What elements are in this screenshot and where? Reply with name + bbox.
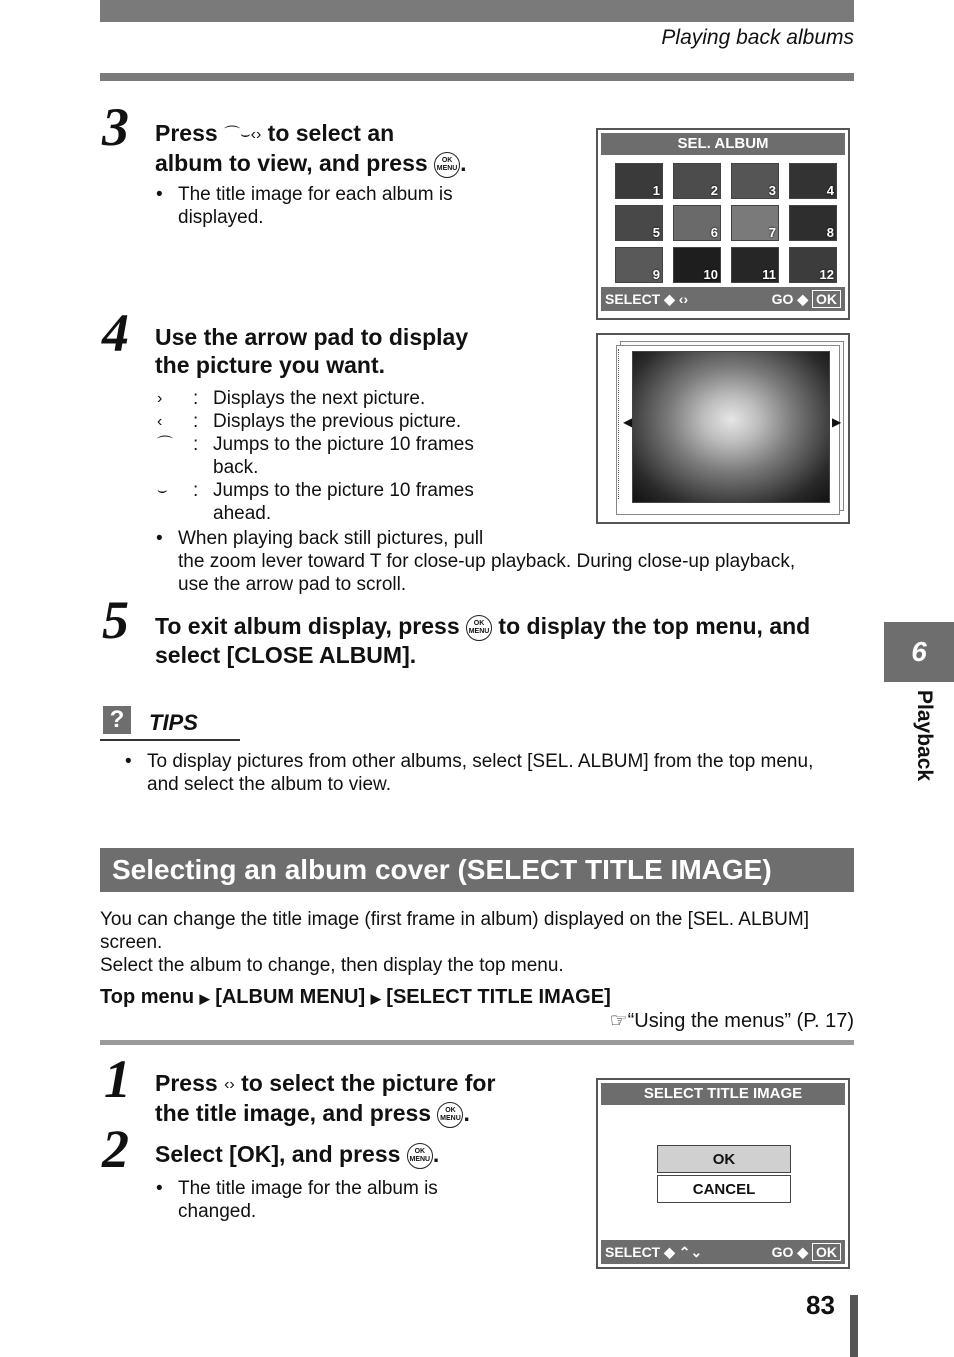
sel-album-footer — [601, 287, 845, 311]
ok-menu-button-icon: OK MENU — [437, 1102, 463, 1128]
next-arrow-icon: ▶ — [832, 415, 842, 429]
select-hint: SELECT ◆ ‹› — [605, 291, 689, 307]
triangle-right-icon: ▶ — [370, 991, 381, 1006]
select-hint: SELECT ◆ ⌃⌄ — [605, 1244, 703, 1260]
select-title-image-body — [601, 1105, 845, 1240]
step-2-text: Select [OK], and press OK MENU . — [155, 1141, 440, 1167]
tips-label: TIPS — [149, 710, 198, 735]
pointing-hand-icon: ☞ — [609, 1010, 628, 1032]
arrow-right-icon: › — [255, 125, 262, 143]
go-hint: GO ◆ OK — [772, 287, 841, 311]
select-title-image-footer — [601, 1240, 845, 1264]
arrow-left-icon: ‹ — [157, 413, 163, 430]
album-grid — [601, 155, 845, 287]
section-title: Selecting an album cover (SELECT TITLE IMAGE) — [100, 848, 854, 892]
arrow-left-icon: ‹ — [224, 1075, 230, 1093]
step-3-text: Press ⌒⌣‹› to select an album to view, and press OK MENU . — [155, 120, 467, 176]
album-thumb[interactable]: 2 — [673, 163, 721, 199]
album-thumb[interactable]: 6 — [673, 205, 721, 241]
step-5-text: To exit album display, press OK MENU to display the top menu, and select [CLOSE ALBUM]. — [155, 613, 811, 668]
tips-rule — [100, 739, 240, 741]
list-item: ⌒ : Jumps to the picture 10 frames back. — [157, 434, 474, 478]
go-hint: GO ◆ OK — [772, 1240, 841, 1264]
step-3-bullet: • The title image for each album is displayed. — [178, 183, 498, 229]
header-rule — [100, 73, 854, 81]
step-1-text: Press ‹› to select the picture for the title image, and press OK MENU . — [155, 1070, 496, 1126]
step-4-number: 4 — [102, 303, 129, 363]
arrow-up-icon: ⌒ — [157, 436, 174, 453]
album-thumb[interactable]: 11 — [731, 247, 779, 283]
select-title-image-screen — [596, 1078, 850, 1269]
arrow-right-icon: › — [229, 1075, 235, 1093]
step-5-number: 5 — [102, 590, 129, 650]
album-thumb[interactable]: 12 — [789, 247, 837, 283]
album-spiral — [602, 349, 619, 499]
ok-menu-button-icon: OK MENU — [407, 1143, 433, 1169]
list-item: › : Displays the next picture. — [157, 388, 426, 409]
album-thumb[interactable]: 4 — [789, 163, 837, 199]
prev-arrow-icon: ◀ — [623, 415, 633, 429]
page-bar — [850, 1295, 858, 1357]
arrow-right-icon: › — [157, 390, 163, 407]
album-thumb[interactable]: 5 — [615, 205, 663, 241]
step-2-number: 2 — [102, 1119, 129, 1179]
list-item: ⌣ : Jumps to the picture 10 frames ahead. — [157, 480, 474, 524]
step-1-number: 1 — [104, 1049, 131, 1109]
arrow-down-icon: ⌣ — [240, 125, 251, 143]
select-title-image-title: SELECT TITLE IMAGE — [601, 1083, 845, 1105]
cancel-option[interactable]: CANCEL — [657, 1175, 791, 1203]
step-4-items — [155, 387, 575, 525]
step-3-number: 3 — [102, 97, 129, 157]
chapter-tab: 6 — [884, 622, 954, 682]
step-4-bullet: • When playing back still pictures, pull the zoom lever toward T for close-up playback. During close-up playback, use the arrow pad to scroll. — [178, 527, 854, 596]
arrow-left-icon: ‹ — [250, 125, 256, 143]
sel-album-title: SEL. ALBUM — [601, 133, 845, 155]
section-paragraph: You can change the title image (first frame in album) displayed on the [SEL. ALBUM] screen. Select the album to change, then display the top menu. — [100, 909, 810, 976]
album-thumb[interactable]: 3 — [731, 163, 779, 199]
chapter-label: Playback — [913, 690, 936, 782]
top-bar — [100, 0, 854, 22]
list-item: ‹ : Displays the previous picture. — [157, 411, 462, 432]
step-2-bullet: • The title image for the album is changed. — [178, 1177, 478, 1223]
album-thumb[interactable]: 8 — [789, 205, 837, 241]
album-thumb[interactable]: 1 — [615, 163, 663, 199]
album-photo — [632, 351, 830, 503]
tips-bullet: • To display pictures from other albums, select [SEL. ALBUM] from the top menu, and select the album to view. — [147, 750, 857, 796]
album-photo-screen — [596, 333, 850, 524]
page-number: 83 — [806, 1290, 835, 1320]
header-title: Playing back albums — [661, 26, 854, 49]
ok-menu-button-icon: OK MENU — [434, 152, 460, 178]
menu-reference: ☞“Using the menus” (P. 17) — [609, 1010, 854, 1032]
arrow-down-icon: ⌣ — [157, 482, 168, 499]
album-thumb[interactable]: 10 — [673, 247, 721, 283]
section-rule — [100, 1040, 854, 1045]
triangle-right-icon: ▶ — [199, 991, 210, 1006]
album-thumb[interactable]: 7 — [731, 205, 779, 241]
ok-menu-button-icon: OK MENU — [466, 615, 492, 641]
album-thumb[interactable]: 9 — [615, 247, 663, 283]
question-icon: ? — [103, 706, 131, 734]
step-4-title: Use the arrow pad to display the picture you want. — [155, 324, 469, 378]
ok-option[interactable]: OK — [657, 1145, 791, 1173]
sel-album-screen — [596, 128, 850, 320]
menu-path: Top menu ▶ [ALBUM MENU] ▶ [SELECT TITLE IMAGE] — [100, 986, 611, 1008]
arrow-up-icon: ⌒ — [224, 125, 241, 143]
